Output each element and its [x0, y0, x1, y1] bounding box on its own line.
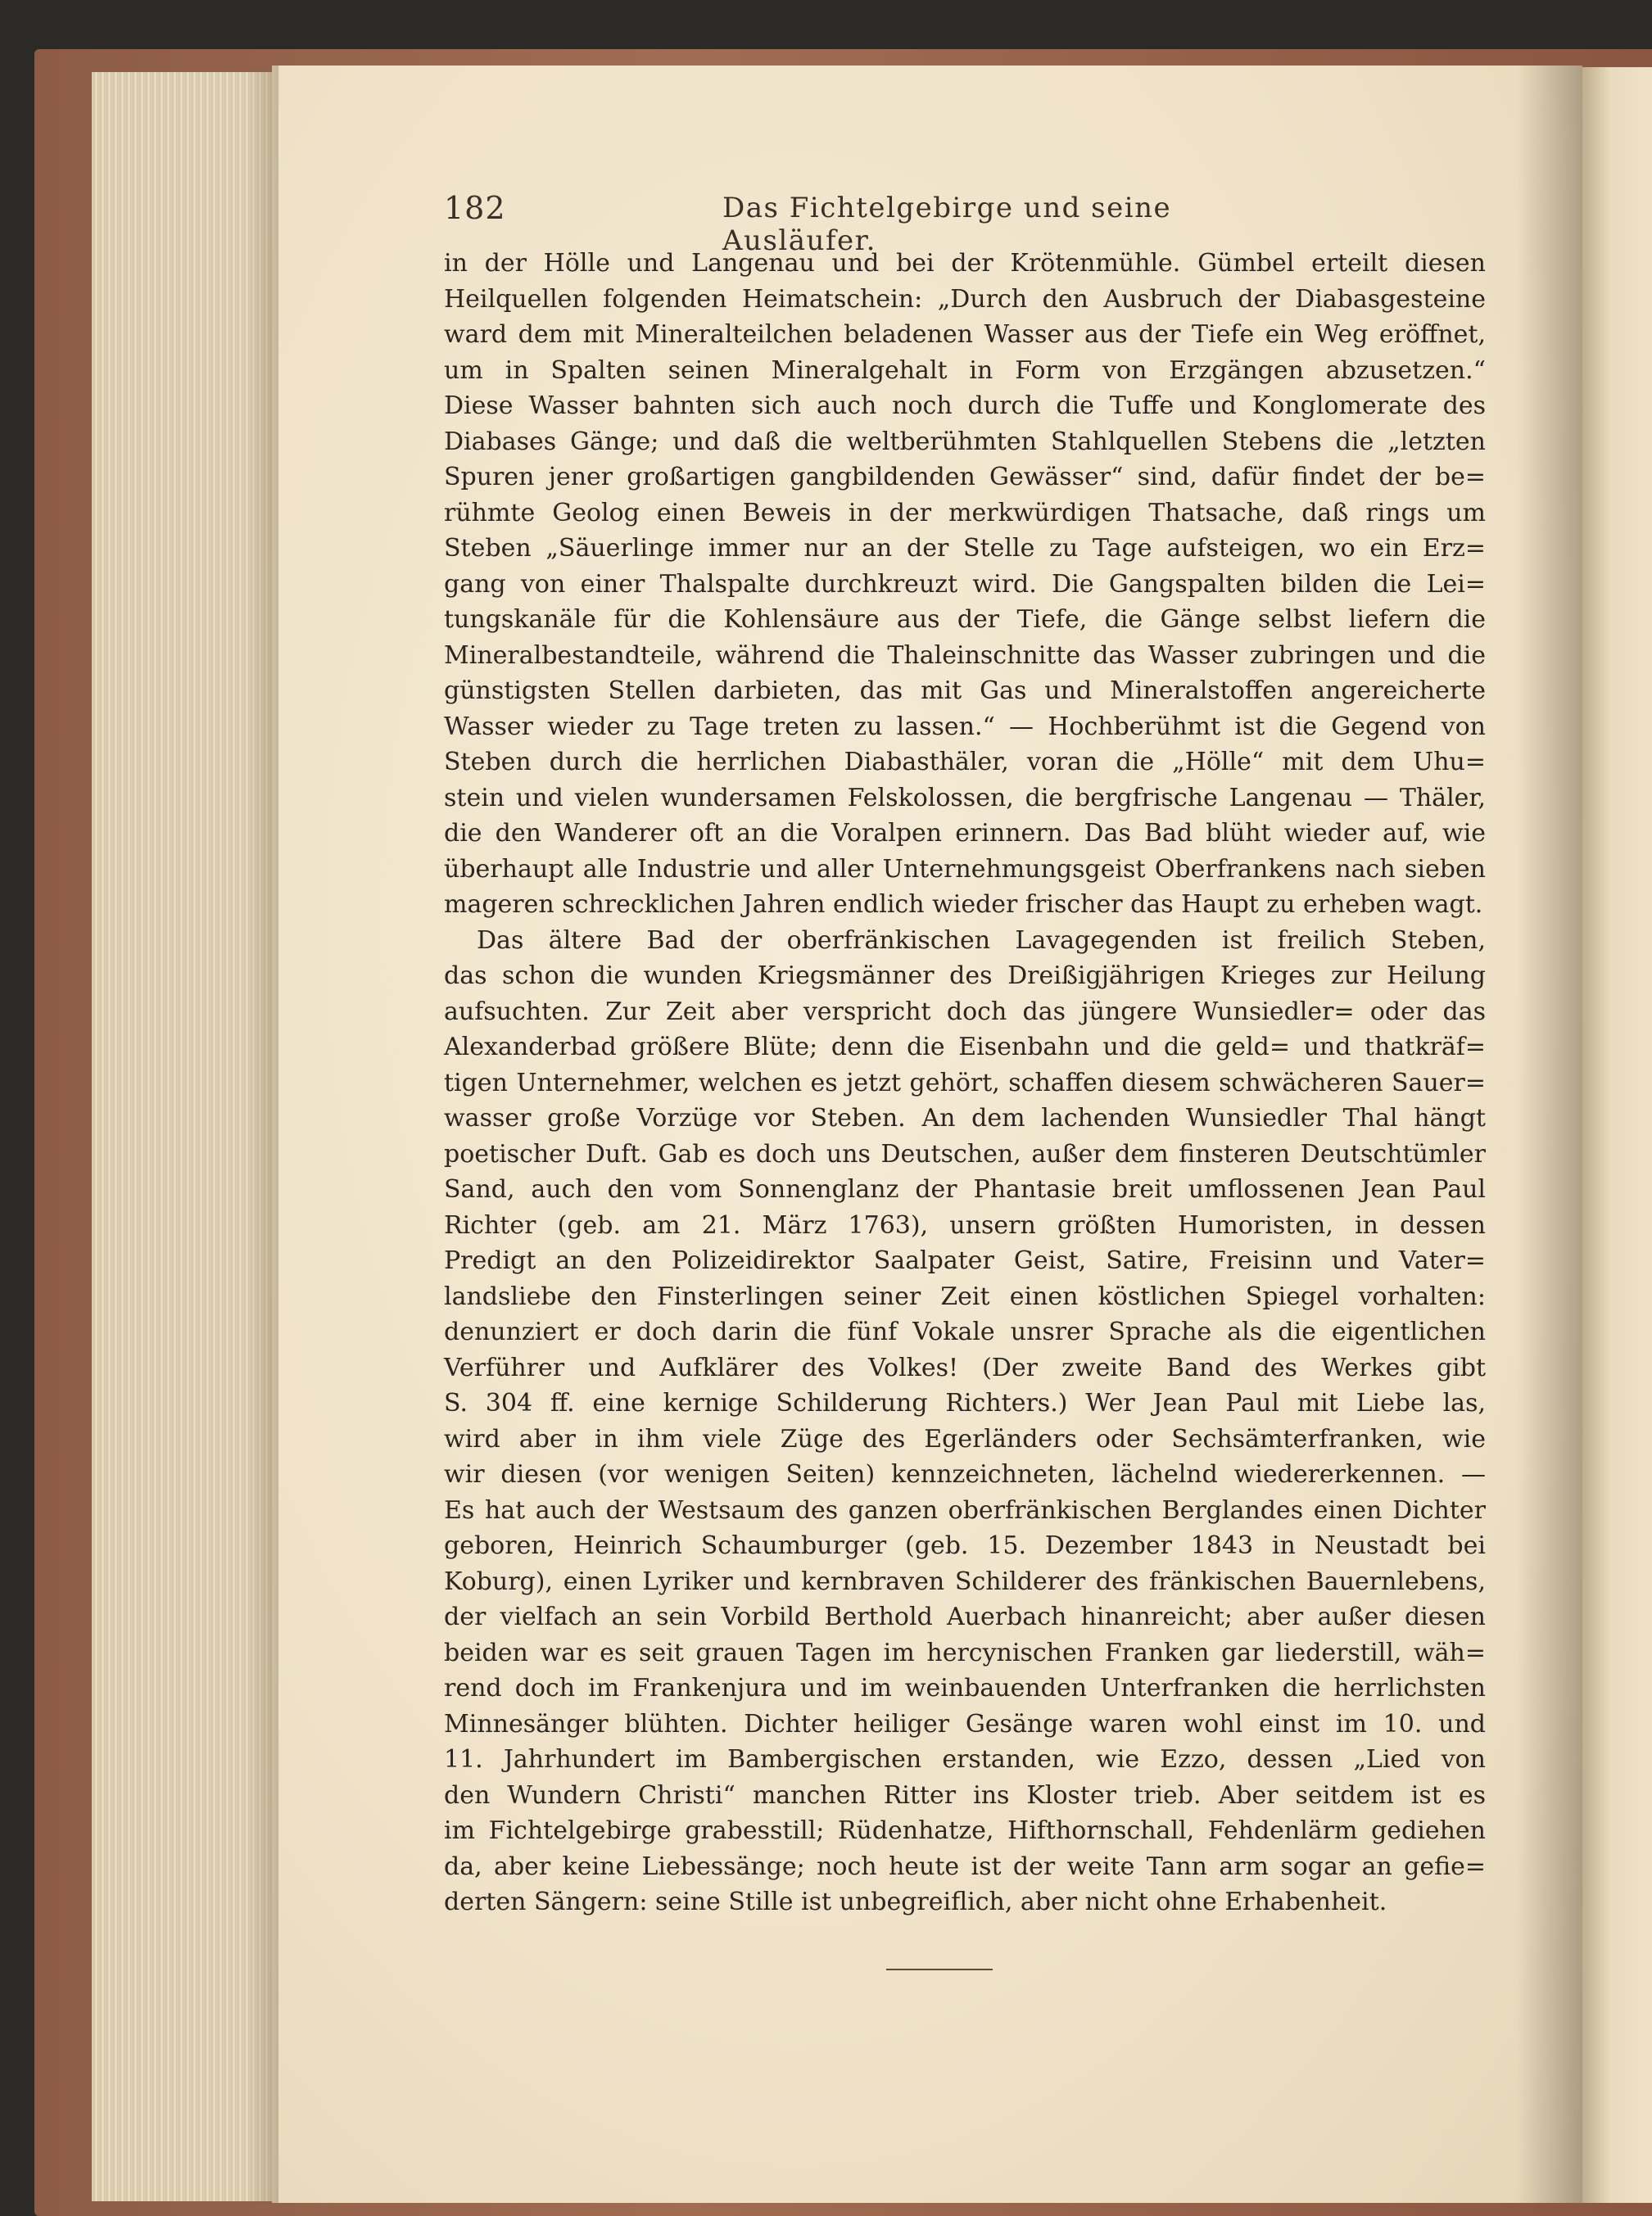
text-line: mageren schrecklichen Jahren endlich wieder frischer das Haupt zu erheben wagt.	[444, 890, 1483, 919]
page-edge-shadow	[246, 66, 278, 2203]
text-line: Spuren jener großartigen gangbildenden Gewässer“ sind, dafür findet der be=	[444, 463, 1486, 491]
text-line: landsliebe den Finsterlingen seiner Zeit einen köstlichen Spiegel vorhalten:	[444, 1282, 1486, 1311]
text-line: Wasser wieder zu Tage treten zu lassen.“ — Hochberühmt ist die Gegend von	[444, 712, 1486, 741]
text-line: ward dem mit Mineralteilchen beladenen Wasser aus der Tiefe ein Weg eröffnet,	[444, 320, 1486, 349]
text-line: im Fichtelgebirge grabesstill; Rüdenhatze, Hifthornschall, Fehdenlärm gediehen	[444, 1816, 1486, 1845]
text-line: Sand, auch den vom Sonnenglanz der Phantasie breit umflossenen Jean Paul	[444, 1175, 1486, 1204]
text-line: rend doch im Frankenjura und im weinbauenden Unterfranken die herrlichsten	[444, 1674, 1486, 1703]
text-line: 11. Jahrhundert im Bambergischen erstanden, wie Ezzo, dessen „Lied von	[444, 1745, 1486, 1774]
text-line: rühmte Geolog einen Beweis in der merkwürdigen Thatsache, daß rings um	[444, 498, 1486, 527]
text-line: Verführer und Aufklärer des Volkes! (Der zweite Band des Werkes gibt	[444, 1353, 1486, 1382]
text-line: tigen Unternehmer, welchen es jetzt gehört, schaffen diesem schwächeren Sauer=	[444, 1068, 1486, 1097]
text-line: geboren, Heinrich Schaumburger (geb. 15. Dezember 1843 in Neustadt bei	[444, 1531, 1486, 1560]
gutter-shadow	[1517, 66, 1582, 2203]
body-text	[444, 246, 1486, 1920]
text-line: in der Hölle und Langenau und bei der Krötenmühle. Gümbel erteilt diesen	[444, 249, 1486, 278]
text-line: das schon die wunden Kriegsmänner des Dreißigjährigen Krieges zur Heilung	[444, 961, 1486, 990]
text-line: Alexanderbad größere Blüte; denn die Eisenbahn und die geld= und thatkräf=	[444, 1033, 1486, 1061]
text-line: derten Sängern: seine Stille ist unbegreiflich, aber nicht ohne Erhabenheit.	[444, 1888, 1387, 1916]
running-title: Das Fichtelgebirge und seine Ausläufer.	[722, 192, 1172, 257]
page-number: 182	[444, 190, 506, 226]
text-line: den Wundern Christi“ manchen Ritter ins Kloster trieb. Aber seitdem ist es	[444, 1780, 1486, 1810]
facing-page-edge	[1582, 67, 1652, 2203]
text-line: Diabases Gänge; und daß die weltberühmten Stahlquellen Stebens die „letzten	[444, 427, 1486, 456]
text-line: Minnesänger blühten. Dichter heiliger Gesänge waren wohl einst im 10. und	[444, 1709, 1486, 1739]
text-line: wir diesen (vor wenigen Seiten) kennzeichneten, lächelnd wiedererkennen. —	[444, 1460, 1486, 1489]
text-line: Predigt an den Polizeidirektor Saalpater Geist, Satire, Freisinn und Vater=	[444, 1246, 1486, 1275]
text-line: die den Wanderer oft an die Voralpen erinnern. Das Bad blüht wieder auf, wie	[444, 819, 1486, 848]
text-line: Mineralbestandteile, während die Thaleinschnitte das Wasser zubringen und die	[444, 640, 1486, 670]
text-line: Diese Wasser bahnten sich auch noch durch die Tuffe und Konglomerate des	[444, 391, 1486, 420]
text-line: da, aber keine Liebessänge; noch heute ist der weite Tann arm sogar an gefie=	[444, 1852, 1486, 1881]
text-line: der vielfach an sein Vorbild Berthold Auerbach hinanreicht; aber außer diesen	[444, 1603, 1486, 1631]
text-line: um in Spalten seinen Mineralgehalt in Form von Erzgängen abzusetzen.“	[444, 355, 1486, 385]
text-line: Steben „Säuerlinge immer nur an der Stelle zu Tage aufsteigen, wo ein Erz=	[444, 534, 1486, 563]
text-line: aufsuchten. Zur Zeit aber verspricht doch das jüngere Wunsiedler= oder das	[444, 997, 1486, 1026]
text-line: Das ältere Bad der oberfränkischen Lavagegenden ist freilich Steben,	[477, 925, 1486, 955]
end-rule	[886, 1969, 993, 1970]
text-line: gang von einer Thalspalte durchkreuzt wird. Die Gangspalten bilden die Lei=	[444, 569, 1486, 599]
text-line: S. 304 ff. eine kernige Schilderung Richters.) Wer Jean Paul mit Liebe las,	[444, 1389, 1486, 1418]
text-line: tungskanäle für die Kohlensäure aus der Tiefe, die Gänge selbst liefern die	[444, 605, 1486, 634]
page-edges	[92, 72, 272, 2201]
text-line: Heilquellen folgenden Heimatschein: „Durch den Ausbruch der Diabasgesteine	[444, 284, 1486, 314]
text-line: Koburg), einen Lyriker und kernbraven Schilderer des fränkischen Bauernlebens,	[444, 1567, 1486, 1596]
text-line: Richter (geb. am 21. März 1763), unsern größten Humoristen, in dessen	[444, 1210, 1486, 1240]
text-line: Steben durch die herrlichen Diabasthäler, voran die „Hölle“ mit dem Uhu=	[444, 748, 1486, 776]
text-line: Es hat auch der Westsaum des ganzen oberfränkischen Berglandes einen Dichter	[444, 1495, 1486, 1525]
text-line: wasser große Vorzüge vor Steben. An dem lachenden Wunsiedler Thal hängt	[444, 1104, 1486, 1133]
text-line: günstigsten Stellen darbieten, das mit Gas und Mineralstoffen angereicherte	[444, 676, 1486, 705]
text-line: beiden war es seit grauen Tagen im hercynischen Franken gar liederstill, wäh=	[444, 1638, 1486, 1667]
text-line: stein und vielen wundersamen Felskolossen, die bergfrische Langenau — Thäler,	[444, 783, 1486, 812]
text-line: wird aber in ihm viele Züge des Egerländers oder Sechsämterfranken, wie	[444, 1424, 1486, 1454]
text-line: überhaupt alle Industrie und aller Unternehmungsgeist Oberfrankens nach sieben	[444, 854, 1486, 884]
page-header	[444, 190, 1263, 257]
text-line: denunziert er doch darin die fünf Vokale unsrer Sprache als die eigentlichen	[444, 1318, 1486, 1346]
text-line: poetischer Duft. Gab es doch uns Deutschen, außer dem finsteren Deutschtümler	[444, 1139, 1486, 1169]
